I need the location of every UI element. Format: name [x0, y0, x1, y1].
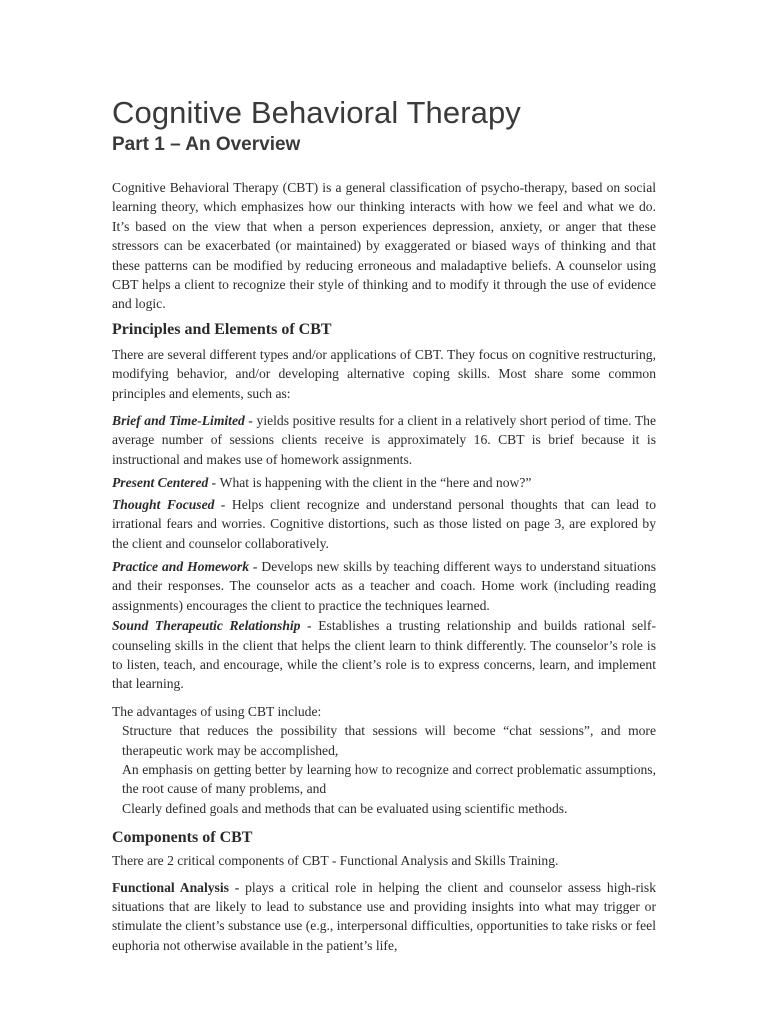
advantage-item: Structure that reduces the possibility that sessions will become “chat sessions”, and more therapeutic work may be accomplished,	[122, 723, 656, 758]
document-subtitle: Part 1 – An Overview	[112, 134, 301, 155]
advantage-item: Clearly defined goals and methods that can be evaluated using scientific methods.	[122, 800, 568, 816]
advantages-list	[112, 721, 656, 818]
components-heading: Components of CBT	[112, 829, 253, 847]
components-lead: There are 2 critical components of CBT - Functional Analysis and Skills Training.	[112, 853, 559, 869]
principle-term: Practice and Homework -	[112, 558, 262, 574]
principle-term: Sound Therapeutic Relationship -	[112, 618, 319, 634]
principle-term: Brief and Time-Limited -	[112, 413, 257, 429]
principle-text: yields positive results for a client in a relatively short period of time. The average number of sessions clients receive is approximately 16. CBT is brief because it is instructional and makes use of homework assignments.	[112, 413, 656, 467]
principle-text: What is happening with the client in the “here and now?”	[219, 475, 532, 491]
principle-term: Thought Focused -	[112, 496, 232, 512]
intro-paragraph: Cognitive Behavioral Therapy (CBT) is a general classification of psycho-therapy, based on social learning theory, which emphasizes how our thinking interacts with how we feel and what we do. It’s based on the view that when a person experiences depression, anxiety, or anger that these stressors can be exacerbated (or maintained) by exaggerated or biased ways of thinking and that these patterns can be modified by reducing erroneous and maladaptive beliefs. A counselor using CBT helps a client to recognize their style of thinking and to modify it through the use of evidence and logic.	[112, 180, 656, 312]
principle-term: Present Centered -	[112, 475, 220, 491]
advantages-lead: The advantages of using CBT include:	[112, 703, 322, 719]
functional-analysis-paragraph	[112, 878, 656, 956]
principles-lead: There are several different types and/or applications of CBT. They focus on cognitive restructuring, modifying behavior, and/or developing alternative coping skills. Most share some common principles and elements, such as:	[112, 346, 656, 401]
document-title: Cognitive Behavioral Therapy	[112, 95, 521, 130]
functional-analysis-term: Functional Analysis -	[112, 879, 246, 895]
principle-text: Helps client recognize and understand personal thoughts that can lead to irrational fears and worries. Cognitive distortions, such as those listed on page 3, are explored by the client and counselor collaboratively.	[112, 496, 656, 551]
principle-item	[112, 557, 656, 615]
advantage-item: An emphasis on getting better by learning how to recognize and correct problematic assumptions, the root cause of many problems, and	[122, 761, 656, 797]
principle-item	[112, 616, 656, 694]
principle-item	[112, 495, 656, 553]
principles-heading: Principles and Elements of CBT	[112, 320, 332, 338]
principle-text: Establishes a trusting relationship and builds rational self-counseling skills in the client that helps the client learn to think differently. The counselor’s role is to listen, teach, and encourage, while the client’s role is to express concerns, learn, and implement that learning.	[112, 618, 656, 692]
functional-analysis-text: plays a critical role in helping the client and counselor assess high-risk situations that are likely to lead to substance use and providing insights into what may trigger or stimulate the client’s substance use (e.g., interpersonal difficulties, opportunities to take risks or feel euphoria not otherwise available in the patient’s life,	[112, 879, 656, 953]
principle-text: Develops new skills by teaching different ways to understand situations and their responses. The counselor acts as a teacher and coach. Home work (including reading assignments) encourages the client to practice the techniques learned.	[112, 558, 656, 613]
principle-item	[112, 411, 656, 469]
principle-item	[112, 473, 656, 492]
